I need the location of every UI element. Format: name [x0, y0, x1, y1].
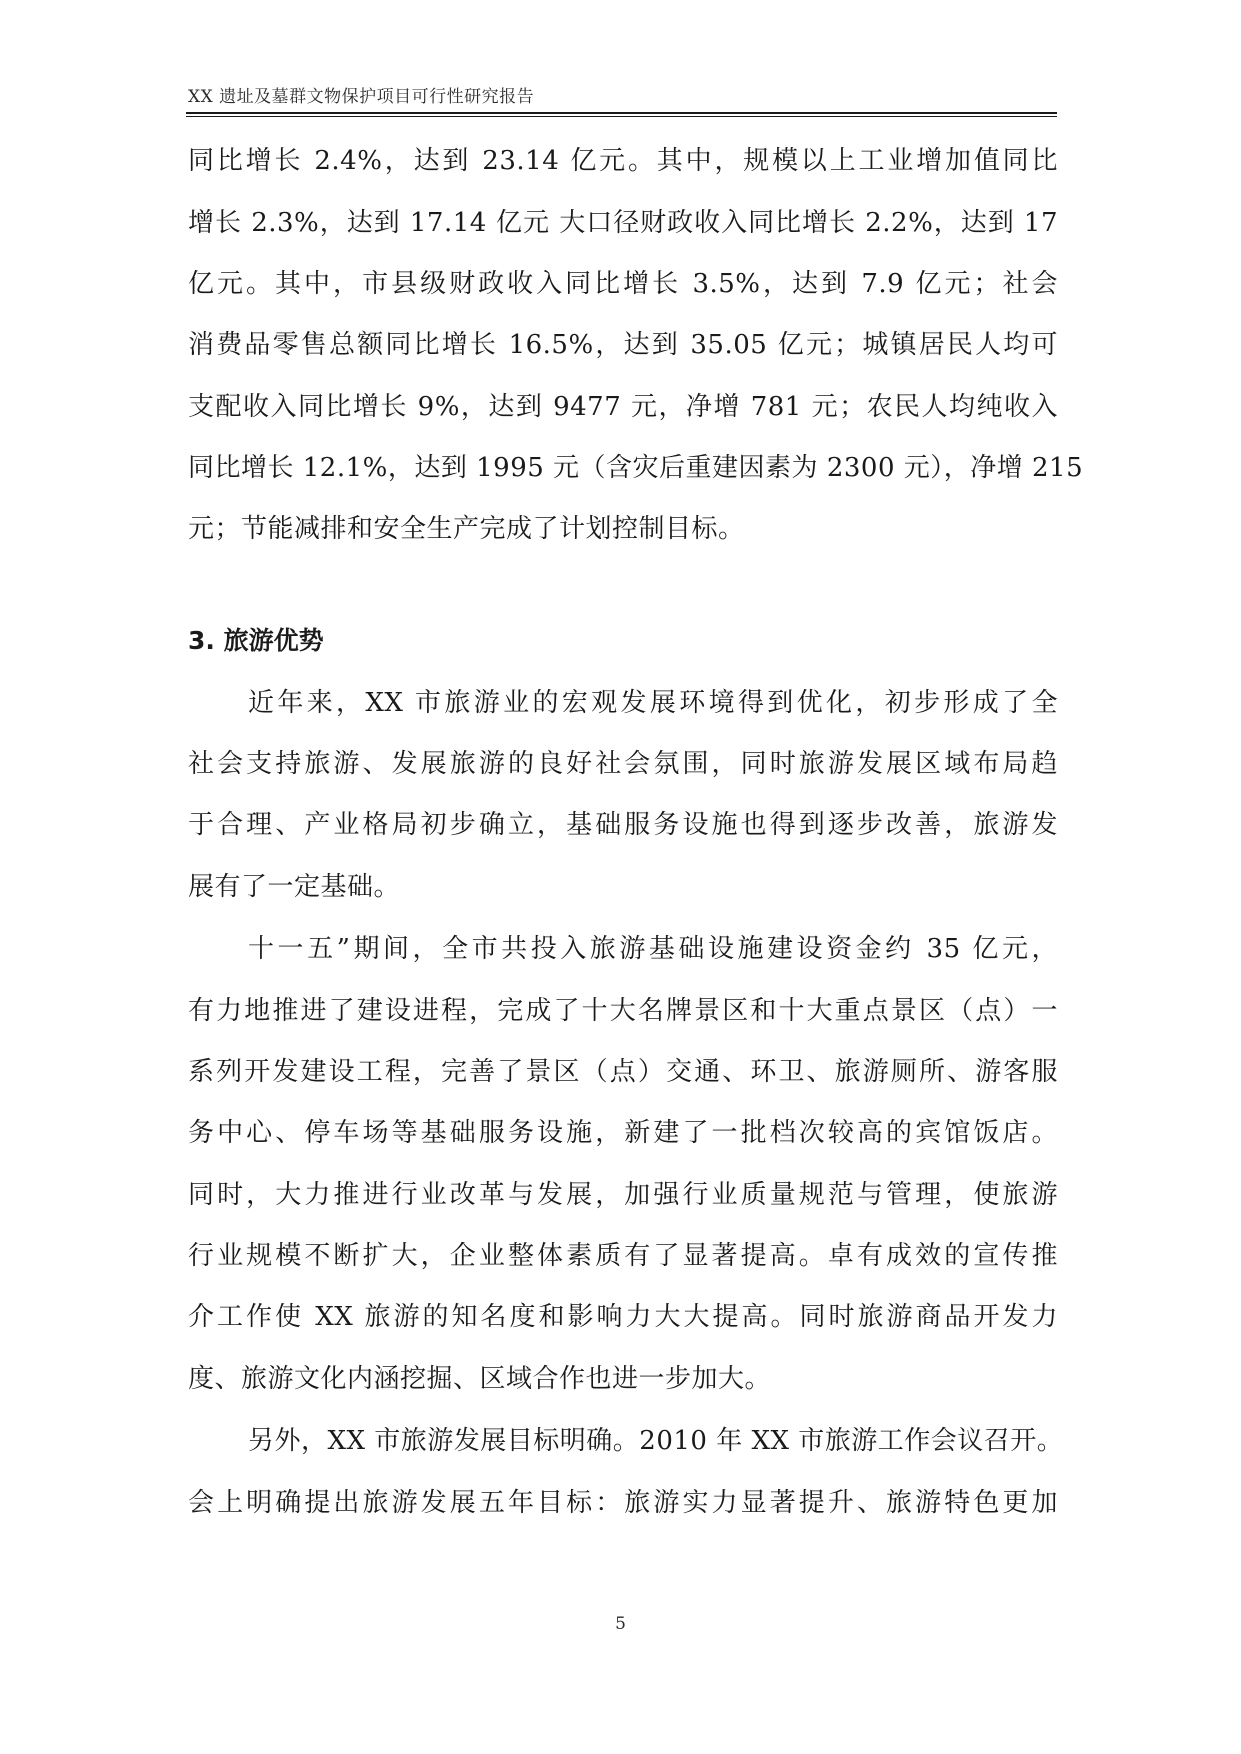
- header-title: XX 遗址及墓群文物保护项目可行性研究报告: [188, 87, 535, 107]
- paragraph-line: 度、旅游文化内涵挖掘、区域合作也进一步加大。: [188, 1364, 772, 1394]
- paragraph-line: 有力地推进了建设进程，完成了十大名牌景区和十大重点景区（点）一: [188, 996, 1058, 1026]
- paragraph-line: 系列开发建设工程，完善了景区（点）交通、环卫、旅游厕所、游客服: [188, 1057, 1058, 1087]
- paragraph-line: 行业规模不断扩大，企业整体素质有了显著提高。卓有成效的宣传推: [188, 1241, 1058, 1271]
- paragraph-line: 展有了一定基础。: [188, 872, 401, 902]
- page-number: 5: [615, 1614, 626, 1634]
- paragraph-line: 亿元。其中，市县级财政收入同比增长 3.5%，达到 7.9 亿元；社会: [188, 269, 1058, 299]
- paragraph-line: 元；节能减排和安全生产完成了计划控制目标。: [188, 514, 745, 544]
- paragraph-line: 同比增长 12.1%，达到 1995 元（含灾后重建因素为 2300 元），净增 215: [188, 453, 1084, 483]
- paragraph-line: 务中心、停车场等基础服务设施，新建了一批档次较高的宾馆饭店。: [188, 1118, 1058, 1148]
- paragraph-line: 会上明确提出旅游发展五年目标：旅游实力显著提升、旅游特色更加: [188, 1488, 1058, 1518]
- paragraph-line: 同时，大力推进行业改革与发展，加强行业质量规范与管理，使旅游: [188, 1180, 1058, 1210]
- paragraph-line: 社会支持旅游、发展旅游的良好社会氛围，同时旅游发展区域布局趋: [188, 749, 1058, 779]
- header-rule: [186, 112, 1057, 114]
- paragraph-line: 另外，XX 市旅游发展目标明确。2010 年 XX 市旅游工作会议召开。: [248, 1426, 1064, 1456]
- paragraph-line: 消费品零售总额同比增长 16.5%，达到 35.05 亿元；城镇居民人均可: [188, 330, 1058, 360]
- paragraph-line: 增长 2.3%，达到 17.14 亿元 大口径财政收入同比增长 2.2%，达到 17: [188, 208, 1058, 238]
- paragraph-line: 支配收入同比增长 9%，达到 9477 元，净增 781 元；农民人均纯收入: [188, 392, 1058, 422]
- paragraph-line: 同比增长 2.4%，达到 23.14 亿元。其中，规模以上工业增加值同比: [188, 146, 1058, 176]
- section-heading: 3. 旅游优势: [188, 626, 324, 655]
- paragraph-line: 近年来，XX 市旅游业的宏观发展环境得到优化，初步形成了全: [248, 688, 1058, 718]
- paragraph-line: 介工作使 XX 旅游的知名度和影响力大大提高。同时旅游商品开发力: [188, 1302, 1058, 1332]
- paragraph-line: 于合理、产业格局初步确立，基础服务设施也得到逐步改善，旅游发: [188, 810, 1058, 840]
- paragraph-line: 十一五”期间，全市共投入旅游基础设施建设资金约 35 亿元，: [248, 934, 1058, 964]
- header-rule-thin: [186, 116, 1057, 117]
